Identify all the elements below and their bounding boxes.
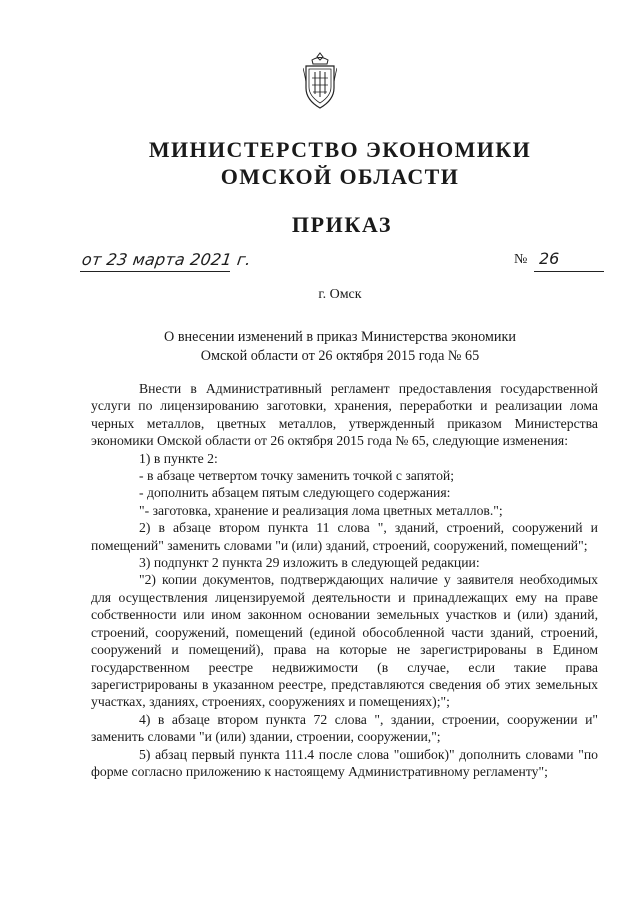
handwritten-date: от 23 марта 2021 г. xyxy=(80,250,253,269)
coat-of-arms-icon xyxy=(303,52,337,110)
item-3-quote: "2) копии документов, подтверждающих наличие у заявителя необходимых для осуществления лицензируемой деятельности и принадлежащих ему на праве собственности или ином законном основании земельных участков и (или) зданий, строений, сооружений, помещений (единой обособленной части зданий, строений, сооружений и помещений), права на которые не зарегистрированы в Едином государственном реестре недвижимости (в случае, если такие права зарегистрированы в указанном реестре, представляются сведения об этих земельных участках, зданиях, строениях, сооружениях и помещениях);"; xyxy=(91,572,598,710)
item-1: 1) в пункте 2: xyxy=(139,450,218,466)
order-subject xyxy=(20,328,640,366)
handwritten-number: 26 xyxy=(539,249,560,268)
ministry-name-line1: МИНИСТЕРСТВО ЭКОНОМИКИ xyxy=(148,137,532,162)
number-label: № xyxy=(514,252,528,267)
subject-line1: О внесении изменений в приказ Министерства экономики xyxy=(164,329,516,345)
item-2: 2) в абзаце втором пункта 11 слова ", зданий, строений, сооружений и помещений" заменить словами "и (или) зданий, строений, сооружений, помещений"; xyxy=(91,520,598,553)
item-5: 5) абзац первый пункта 111.4 после слова "ошибок)" дополнить словами "по форме согласно приложению к настоящему Административному регламенту"; xyxy=(91,746,598,779)
date-underline xyxy=(80,271,230,272)
ministry-name xyxy=(0,136,640,190)
item-1-c: "- заготовка, хранение и реализация лома цветных металлов."; xyxy=(139,502,503,518)
item-4: 4) в абзаце втором пункта 72 слова ", здании, строении, сооружении и" заменить словами "и (или) здании, строении, сооружении,"; xyxy=(91,711,598,745)
document-type: ПРИКАЗ xyxy=(291,212,393,237)
order-body xyxy=(91,380,598,780)
item-3: 3) подпункт 2 пункта 29 изложить в следующей редакции: xyxy=(139,555,480,571)
subject-line2: Омской области от 26 октября 2015 года № 65 xyxy=(200,348,480,364)
number-underline xyxy=(534,271,604,272)
city: г. Омск xyxy=(318,287,362,302)
item-1-a: - в абзаце четвертом точку заменить точкой с запятой; xyxy=(139,468,455,484)
ministry-name-line2: ОМСКОЙ ОБЛАСТИ xyxy=(220,164,460,189)
item-1-b: - дополнить абзацем пятым следующего содержания: xyxy=(139,485,451,501)
intro-paragraph: Внести в Административный регламент предоставления государственной услуги по лицензированию заготовки, хранения, переработки и реализации лома черных металлов, цветных металлов, утвержденный приказом Министерства экономики Омской области от 26 октября 2015 года № 65, следующие изменения: xyxy=(91,381,598,449)
